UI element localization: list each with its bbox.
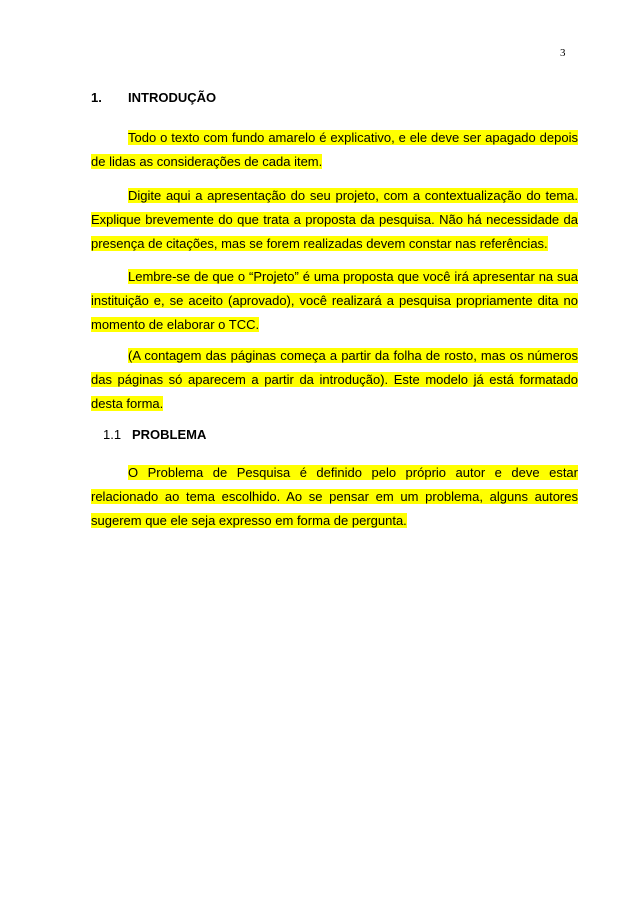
page-number: 3: [560, 47, 566, 59]
highlighted-text: (A contagem das páginas começa a partir da folha de rosto, mas os números das páginas só aparecem a partir da introdução). Este modelo já está formatado desta forma.: [91, 348, 578, 411]
highlighted-text: Lembre-se de que o “Projeto” é uma proposta que você irá apresentar na sua instituição e, se aceito (aprovado), você realizará a pesquisa propriamente dita no momento de elaborar o TCC.: [91, 269, 578, 332]
section-heading: [91, 90, 216, 105]
subsection-heading: [103, 427, 206, 442]
paragraph: [91, 344, 578, 416]
highlighted-text: Todo o texto com fundo amarelo é explicativo, e ele deve ser apagado depois de lidas as considerações de cada item.: [91, 130, 578, 169]
highlighted-text: O Problema de Pesquisa é definido pelo próprio autor e deve estar relacionado ao tema escolhido. Ao se pensar em um problema, alguns autores sugerem que ele seja expresso em forma de pergunta.: [91, 465, 578, 528]
section-number: 1.: [91, 90, 102, 105]
paragraph: [91, 461, 578, 533]
subsection-title: PROBLEMA: [132, 427, 207, 442]
paragraph: [91, 126, 578, 174]
subsection-number: 1.1: [103, 427, 122, 442]
section-title: INTRODUÇÃO: [128, 90, 217, 105]
highlighted-text: Digite aqui a apresentação do seu projeto, com a contextualização do tema. Explique brevemente do que trata a proposta da pesquisa. Não há necessidade da presença de citações, mas se forem realizadas devem constar nas referências.: [91, 188, 578, 251]
paragraph: [91, 265, 578, 337]
paragraph: [91, 184, 578, 256]
